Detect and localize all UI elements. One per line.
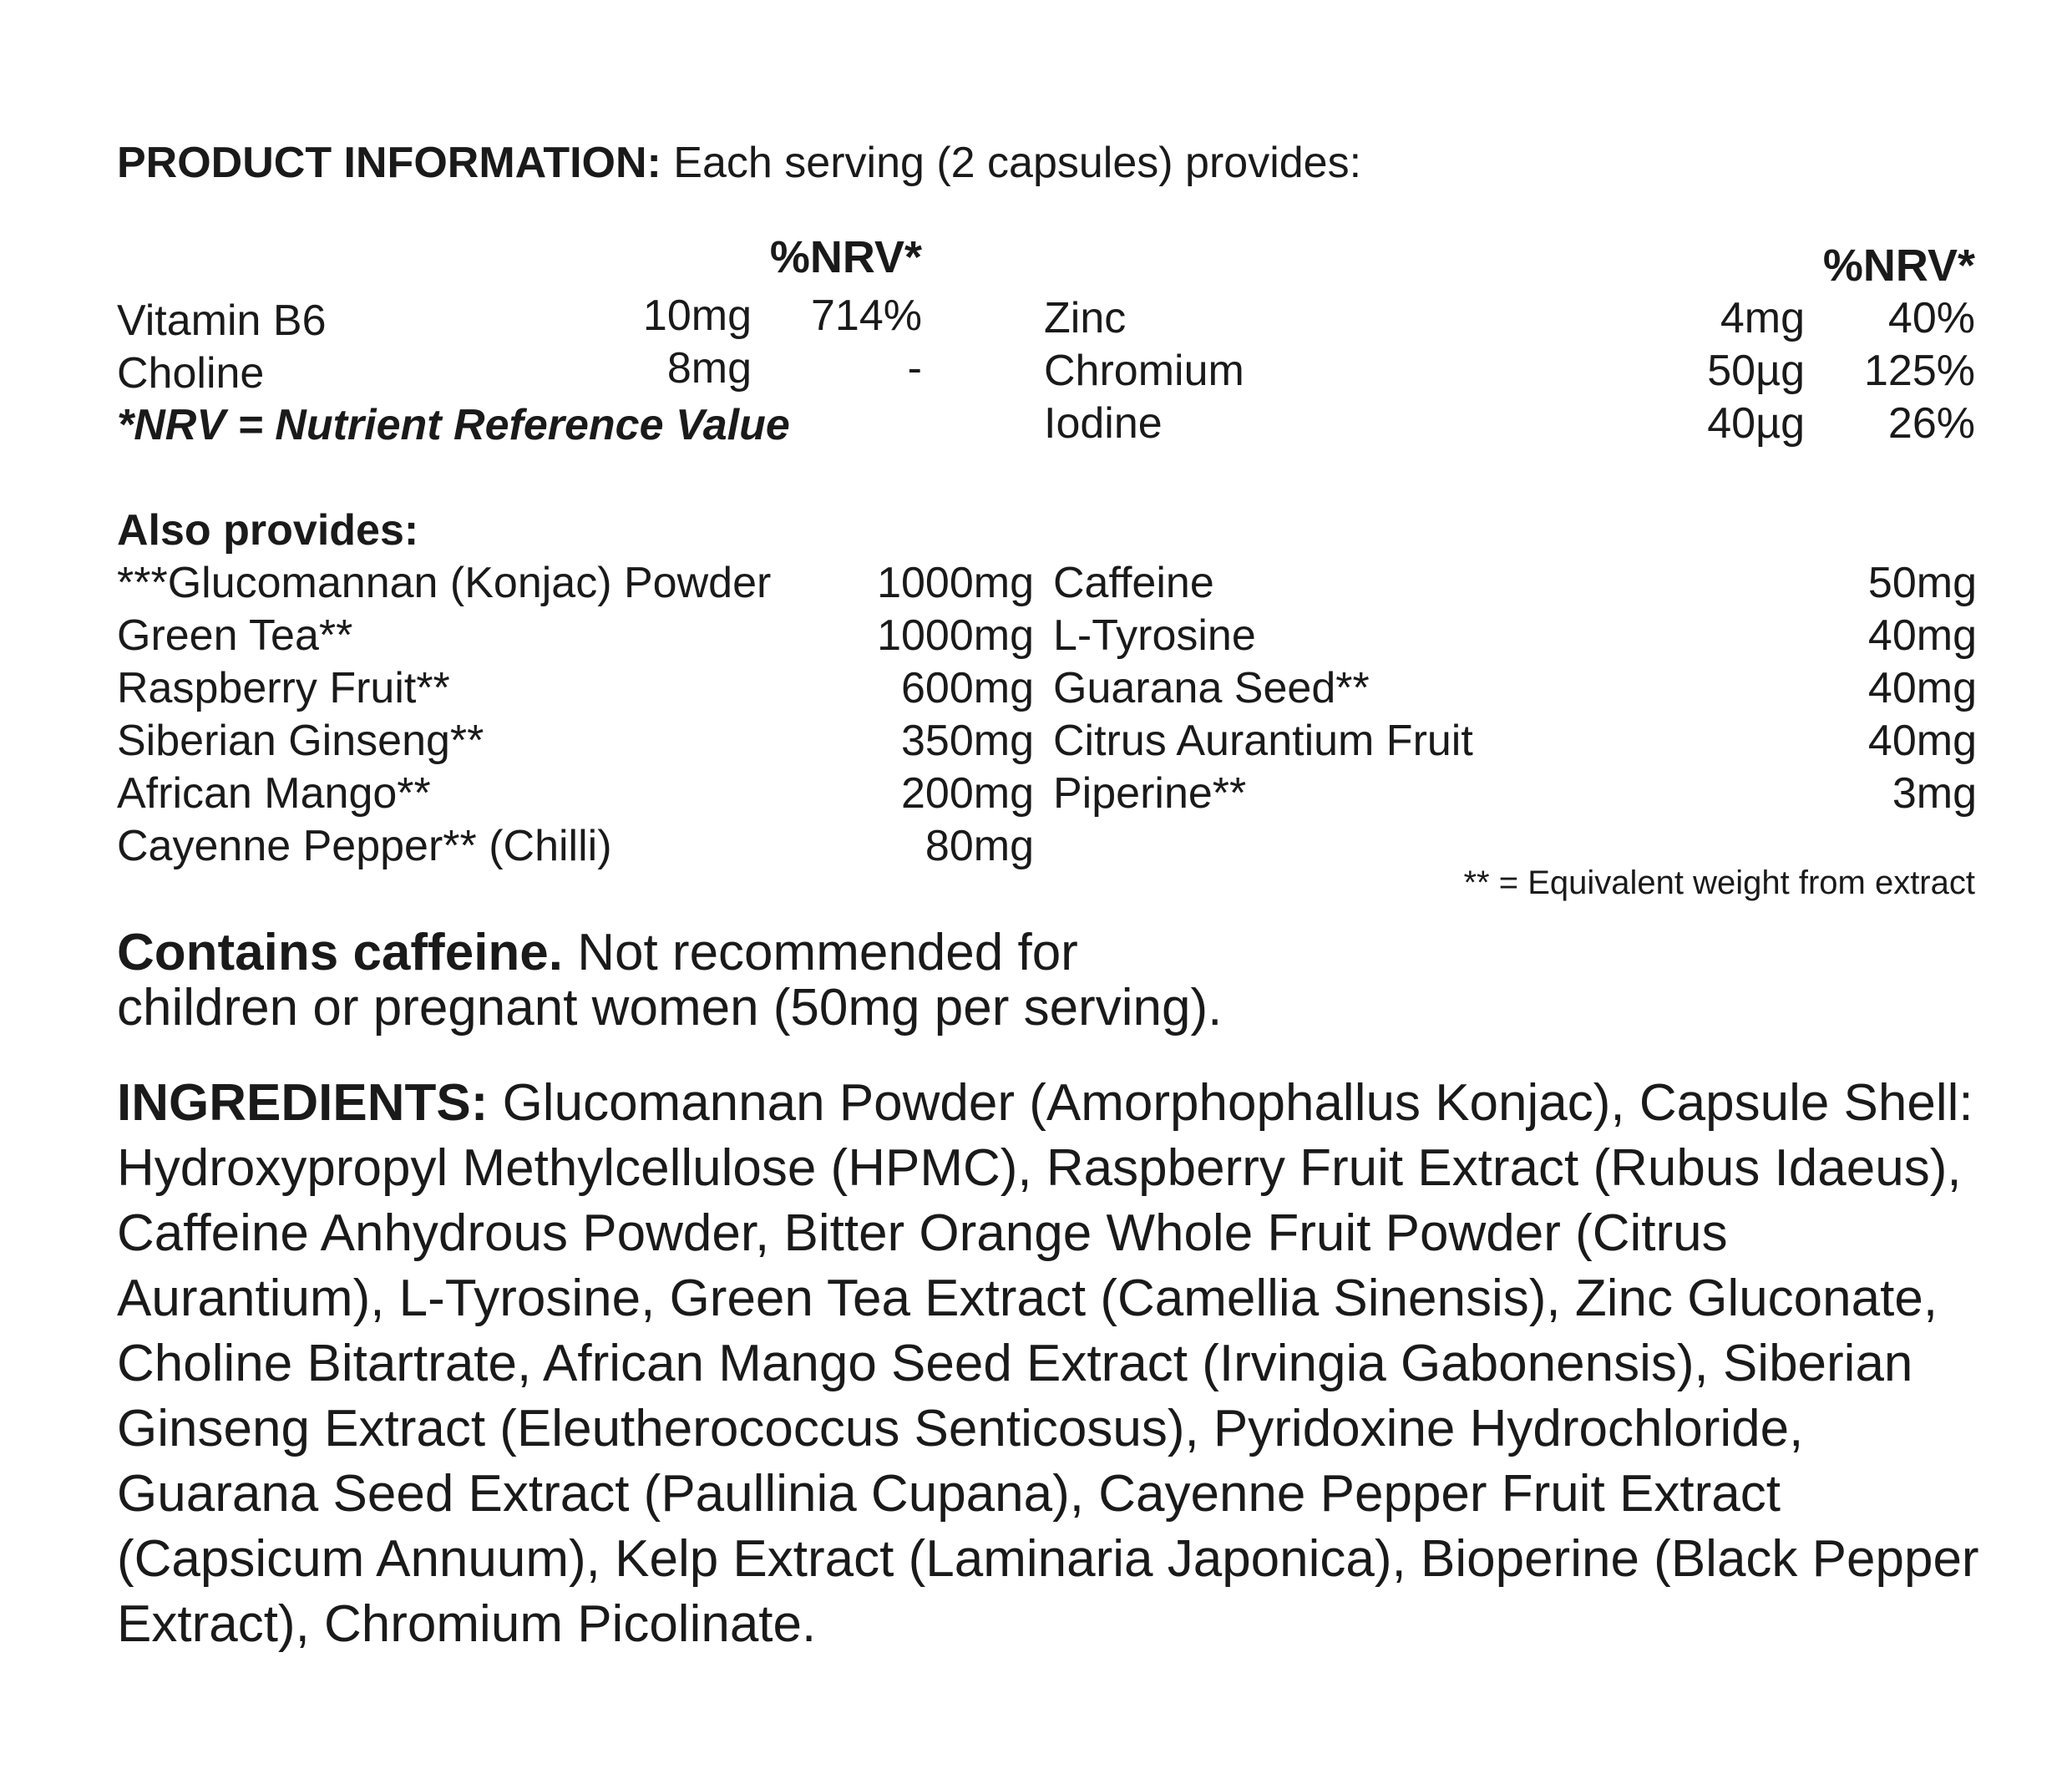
- also-left-name: ***Glucomannan (Konjac) Powder: [117, 559, 772, 607]
- left-nutrient-name: Vitamin B6: [117, 297, 327, 345]
- right-nutrient-name: Iodine: [1044, 399, 1163, 448]
- also-provides-heading: Also provides:: [117, 506, 419, 555]
- also-left-name: Green Tea**: [117, 611, 353, 660]
- left-nutrient-amount: 8mg: [666, 344, 752, 393]
- product-info-text: Each serving (2 capsules) provides:: [661, 139, 1362, 187]
- ingredients-label: INGREDIENTS:: [117, 1074, 489, 1132]
- caffeine-warning-rest: Not recommended for: [563, 924, 1078, 981]
- also-right-amount: 40mg: [1867, 717, 1977, 765]
- also-right-name: Citrus Aurantium Fruit: [1053, 717, 1473, 765]
- also-right-amount: 50mg: [1867, 559, 1977, 607]
- left-nutrient-nrv: 714%: [811, 291, 922, 340]
- also-right-name: Caffeine: [1053, 559, 1214, 607]
- also-left-amount: 1000mg: [877, 611, 1034, 660]
- also-left-name: Siberian Ginseng**: [117, 717, 484, 765]
- left-nutrient-nrv: -: [907, 344, 922, 393]
- right-nutrient-amount: 4mg: [1720, 294, 1805, 342]
- caffeine-warning-line1: [117, 925, 1222, 981]
- also-left-amount: 350mg: [901, 717, 1034, 765]
- left-nrv-header: %NRV*: [769, 232, 922, 282]
- caffeine-warning: [117, 925, 1222, 1036]
- also-left-name: Cayenne Pepper** (Chilli): [117, 822, 612, 870]
- also-left-amount: 1000mg: [877, 559, 1034, 607]
- right-nutrient-amount: 50µg: [1707, 347, 1805, 395]
- extract-footnote: ** = Equivalent weight from extract: [1463, 864, 1975, 901]
- left-nutrient-amount: 10mg: [642, 291, 752, 340]
- product-info-label: PRODUCT INFORMATION:: [117, 139, 661, 187]
- also-right-name: Guarana Seed**: [1053, 664, 1370, 712]
- ingredients-paragraph: [117, 1071, 1988, 1657]
- right-nutrient-name: Zinc: [1044, 294, 1127, 342]
- right-nutrient-nrv: 125%: [1864, 347, 1975, 395]
- left-nutrient-name: Choline: [117, 349, 265, 398]
- also-left-amount: 200mg: [901, 769, 1034, 818]
- nrv-definition-note: *NRV = Nutrient Reference Value: [117, 401, 790, 449]
- also-right-name: L-Tyrosine: [1053, 611, 1256, 660]
- also-right-name: Piperine**: [1053, 769, 1247, 818]
- also-left-name: Raspberry Fruit**: [117, 664, 450, 712]
- caffeine-warning-line2: children or pregnant women (50mg per serving).: [117, 979, 1223, 1037]
- right-nutrient-nrv: 40%: [1887, 294, 1975, 342]
- right-nutrient-nrv: 26%: [1887, 399, 1975, 448]
- also-right-amount: 40mg: [1867, 664, 1977, 712]
- also-right-amount: 3mg: [1892, 769, 1977, 818]
- also-left-name: African Mango**: [117, 769, 431, 818]
- caffeine-warning-bold: Contains caffeine.: [117, 924, 563, 981]
- right-nutrient-amount: 40µg: [1707, 399, 1805, 448]
- product-info-header: [117, 138, 1361, 188]
- ingredients-text: Glucomannan Powder (Amorphophallus Konjac), Capsule Shell: Hydroxypropyl Methylcellulose (HPMC), Raspberry Fruit Extract (Rubus Idaeus), Caffeine Anhydrous Powder, Bitter Orange Whole Fruit Powder (Citrus Aurantium), L-Tyrosine, Green Tea Extract (Camellia Sinensis), Zinc Gluconate, Choline Bitartrate, African Mango Seed Extract (Irvingia Gabonensis), Siberian Ginseng Extract (Eleutherococcus Senticosus), Pyridoxine Hydrochloride, Guarana Seed Extract (Paullinia Cupana), Cayenne Pepper Fruit Extract (Capsicum Annuum), Kelp Extract (Laminaria Japonica), Bioperine (Black Pepper Extract), Chromium Picolinate.: [117, 1074, 1979, 1653]
- also-left-amount: 600mg: [901, 664, 1034, 712]
- right-nutrient-name: Chromium: [1044, 347, 1244, 395]
- right-nrv-header: %NRV*: [1822, 241, 1975, 291]
- also-left-amount: 80mg: [925, 822, 1034, 870]
- also-right-amount: 40mg: [1867, 611, 1977, 660]
